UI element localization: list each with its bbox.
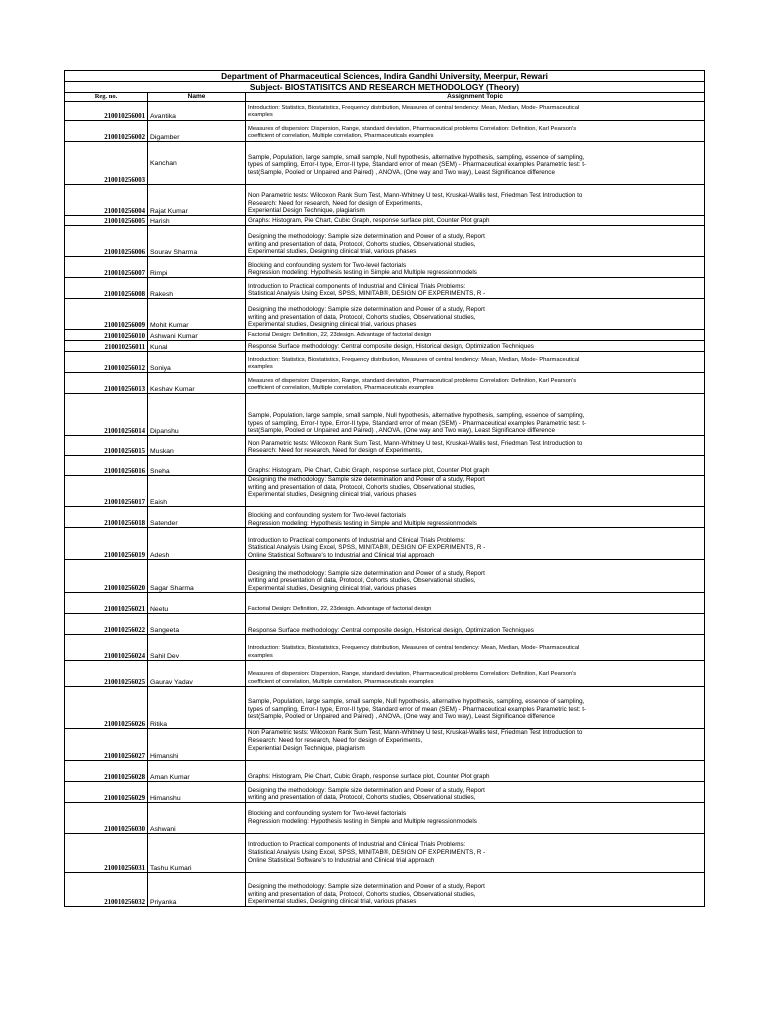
- student-name-cell: Tashu Kumari: [148, 833, 246, 872]
- topic-line: Introduction: Statistics, Biostatistics, Frequency distribution, Measures of central tendency: Mean, Median, Mode- Pharmaceutical: [248, 356, 580, 363]
- topic-line: Blocking and confounding system for Two-level factorials: [248, 261, 407, 269]
- assignment-topic-cell: [246, 872, 705, 906]
- table-row: [65, 330, 705, 341]
- table-row: [65, 102, 705, 121]
- reg-no-cell: 210010256017: [65, 476, 148, 507]
- assignment-topic-cell: [246, 121, 705, 142]
- student-name-cell: Mohit Kumar: [148, 299, 246, 330]
- student-name-cell: Adesh: [148, 528, 246, 560]
- topic-line: Measures of dispersion: Dispersion, Range, standard deviation, Pharmaceutical problems Correlation: Definition, Karl Pearson's: [248, 125, 577, 132]
- student-name-cell: Sneha: [148, 456, 246, 476]
- table-row: [65, 278, 705, 299]
- table-row: [65, 661, 705, 687]
- student-name-cell: Satender: [148, 507, 246, 528]
- table-row: [65, 394, 705, 436]
- table-row: [65, 614, 705, 635]
- student-name-cell: Muskan: [148, 436, 246, 456]
- topic-line: Experimental studies, Designing clinical trial, various phases: [248, 898, 417, 906]
- sheet-body: [65, 71, 705, 907]
- reg-no-cell: 210010256003: [65, 142, 148, 185]
- topic-line: [248, 499, 702, 507]
- topic-line: Research: Need for research, Need for design of Experiments,: [248, 447, 423, 455]
- assignment-topic-cell: [246, 760, 705, 781]
- table-row: [65, 226, 705, 257]
- assignment-topic-cell: [246, 436, 705, 456]
- topic-line: types of sampling, Error-I type, Error-II type, Standard error of mean (SEM) - Pharmaceutical examples Parametric test: t-: [248, 161, 587, 169]
- topic-line: writing and presentation of data, Protocol, Cohorts studies, Observational studies,: [248, 313, 476, 321]
- assignment-topic-cell: [246, 394, 705, 436]
- column-header-name: Name: [148, 93, 246, 102]
- table-row: [65, 476, 705, 507]
- reg-no-cell: 210010256016: [65, 456, 148, 476]
- topic-line: Graphs: Histogram, Pie Chart, Cubic Graph, response surface plot, Counter Plot graph: [248, 217, 490, 225]
- subject-title: Subject- BIOSTATISITCS AND RESEARCH METHODOLOGY (Theory): [65, 82, 705, 93]
- topic-line: Experimental studies, Designing clinical trial, various phases: [248, 584, 417, 592]
- topic-line: Experimental studies, Designing clinical trial, various phases: [248, 491, 417, 499]
- table-row: [65, 341, 705, 352]
- table-row: [65, 299, 705, 330]
- topic-line: [248, 721, 702, 729]
- table-row: [65, 216, 705, 226]
- table-row: [65, 373, 705, 394]
- reg-no-cell: 210010256011: [65, 341, 148, 352]
- topic-line: Designing the methodology: Sample size determination and Power of a study, Report: [248, 786, 485, 794]
- table-row: [65, 456, 705, 476]
- topic-line: Response Surface methodology: Central composite design, Historical design, Optimization Techniques: [248, 343, 534, 351]
- topic-line: Sample, Population, large sample, small sample, Null hypothesis, alternative hypothesis, sampling, essence of sampling,: [248, 698, 585, 705]
- topic-line: test(Sample, Pooled or Unpaired and Paired) , ANOVA, (One way and Two way), Least Significance difference: [248, 427, 555, 435]
- topic-line: [248, 825, 702, 833]
- topic-line: coefficient of correlation, Multiple correlation, Pharmaceuticals examples: [248, 385, 434, 392]
- topic-line: Statistical Analysis Using Excel, SPSS, MINITAB®, DESIGN OF EXPERIMENTS, R -: [248, 848, 486, 856]
- table-row: [65, 185, 705, 216]
- table-row: [65, 687, 705, 729]
- table-row: [65, 729, 705, 760]
- column-header-row: [65, 93, 705, 102]
- topic-line: writing and presentation of data, Protocol, Cohorts studies, Observational studies,: [248, 483, 476, 491]
- reg-no-cell: 210010256028: [65, 760, 148, 781]
- assignment-topic-cell: [246, 476, 705, 507]
- table-row: [65, 833, 705, 872]
- assignment-topic-cell: [246, 781, 705, 802]
- assignment-topic-cell: [246, 341, 705, 352]
- table-row: [65, 121, 705, 142]
- topic-line: coefficient of correlation, Multiple correlation, Pharmaceuticals examples: [248, 678, 434, 685]
- student-name-cell: Rakesh: [148, 278, 246, 299]
- assignment-topic-cell: [246, 330, 705, 341]
- department-title: Department of Pharmaceutical Sciences, Indira Gandhi University, Meerpur, Rewari: [65, 71, 705, 82]
- reg-no-cell: 210010256008: [65, 278, 148, 299]
- reg-no-cell: 210010256030: [65, 802, 148, 833]
- topic-line: Online Statistical Software's to Industrial and Clinical trial approach: [248, 551, 435, 559]
- student-name-cell: Sahil Dev: [148, 635, 246, 661]
- topic-line: examples: [248, 652, 273, 659]
- student-name-cell: Ashwani: [148, 802, 246, 833]
- department-row: [65, 71, 705, 82]
- assignment-topic-cell: [246, 257, 705, 278]
- student-name-cell: Soniya: [148, 352, 246, 373]
- table-row: [65, 781, 705, 802]
- table-row: [65, 507, 705, 528]
- student-name-cell: Kunal: [148, 341, 246, 352]
- table-row: [65, 436, 705, 456]
- table-row: [65, 528, 705, 560]
- assignment-topic-cell: [246, 299, 705, 330]
- assignment-topic-cell: [246, 216, 705, 226]
- assignment-topic-cell: [246, 507, 705, 528]
- topic-line: coefficient of correlation, Multiple correlation, Pharmaceuticals examples: [248, 133, 434, 140]
- reg-no-cell: 210010256019: [65, 528, 148, 560]
- topic-line: Graphs: Histogram, Pie Chart, Cubic Graph, response surface plot, Counter Plot graph: [248, 467, 490, 475]
- topic-line: Experimental studies, Designing clinical trial, various phases: [248, 321, 417, 329]
- topic-line: Research: Need for research, Need for design of Experiments,: [248, 199, 423, 207]
- column-header-reg-no: Reg. no.: [65, 93, 148, 102]
- topic-line: [248, 752, 702, 760]
- topic-line: [248, 176, 702, 184]
- topic-line: writing and presentation of data, Protocol, Cohorts studies, Observational studies,: [248, 577, 476, 585]
- reg-no-cell: 210010256021: [65, 593, 148, 614]
- student-name-cell: Ashwani Kumar: [148, 330, 246, 341]
- student-name-cell: Sangeeta: [148, 614, 246, 635]
- topic-line: Non Parametric tests: Wilcoxon Rank Sum Test, Mann-Whitney U test, Kruskal-Wallis test, Friedman Test Introduction to: [248, 192, 583, 200]
- assignment-topic-cell: [246, 560, 705, 593]
- student-name-cell: Neetu: [148, 593, 246, 614]
- reg-no-cell: 210010256020: [65, 560, 148, 593]
- student-name-cell: Ritika: [148, 687, 246, 729]
- assignment-topic-cell: [246, 661, 705, 687]
- topic-line: Factorial Design: Definition, 22, 23design. Advantage of factorial design: [248, 605, 432, 612]
- reg-no-cell: 210010256014: [65, 394, 148, 436]
- topic-line: Measures of dispersion: Dispersion, Range, standard deviation, Pharmaceutical problems Correlation: Definition, Karl Pearson's: [248, 671, 577, 678]
- topic-line: types of sampling, Error-I type, Error-II type, Standard error of mean (SEM) - Pharmaceutical examples Parametric test: t-: [248, 419, 587, 427]
- assignment-topic-cell: [246, 528, 705, 560]
- topic-line: Experiential Design Technique, plagiarism: [248, 744, 365, 752]
- topic-line: test(Sample, Pooled or Unpaired and Paired) , ANOVA, (One way and Two way), Least Significance difference: [248, 713, 555, 721]
- student-name-cell: Kanchan: [148, 142, 246, 185]
- table-row: [65, 352, 705, 373]
- topic-line: Factorial Design: Definition, 22, 23design. Advantage of factorial design: [248, 332, 432, 339]
- topic-line: Sample, Population, large sample, small sample, Null hypothesis, alternative hypothesis, sampling, essence of sampling,: [248, 412, 585, 420]
- topic-line: Regression modeling: Hypothesis testing in Simple and Multiple regressionmodels: [248, 519, 477, 527]
- student-name-cell: Himanshi: [148, 729, 246, 760]
- student-name-cell: Digamber: [148, 121, 246, 142]
- student-name-cell: Priyanka: [148, 872, 246, 906]
- topic-line: Regression modeling: Hypothesis testing in Simple and Multiple regressionmodels: [248, 817, 477, 825]
- topic-line: Non Parametric tests: Wilcoxon Rank Sum Test, Mann-Whitney U test, Kruskal-Wallis test, Friedman Test Introduction to: [248, 729, 583, 737]
- assignment-topic-cell: [246, 102, 705, 121]
- assignment-topic-cell: [246, 278, 705, 299]
- assignment-topic-cell: [246, 142, 705, 185]
- assignment-topic-cell: [246, 593, 705, 614]
- topic-line: Statistical Analysis Using Excel, SPSS, MINITAB®, DESIGN OF EXPERIMENTS, R -: [248, 544, 486, 552]
- topic-line: Designing the methodology: Sample size determination and Power of a study, Report: [248, 233, 485, 241]
- reg-no-cell: 210010256005: [65, 216, 148, 226]
- topic-line: Sample, Population, large sample, small sample, Null hypothesis, alternative hypothesis, sampling, essence of sampling,: [248, 153, 585, 161]
- reg-no-cell: 210010256025: [65, 661, 148, 687]
- student-name-cell: Himanshu: [148, 781, 246, 802]
- topic-line: writing and presentation of data, Protocol, Cohorts studies, Observational studies,: [248, 794, 476, 802]
- table-row: [65, 560, 705, 593]
- student-name-cell: Aman Kumar: [148, 760, 246, 781]
- topic-line: [248, 864, 702, 872]
- student-name-cell: Eaish: [148, 476, 246, 507]
- reg-no-cell: 210010256026: [65, 687, 148, 729]
- reg-no-cell: 210010256012: [65, 352, 148, 373]
- reg-no-cell: 210010256018: [65, 507, 148, 528]
- assignment-topic-cell: [246, 729, 705, 760]
- topic-line: Blocking and confounding system for Two-level factorials: [248, 512, 407, 520]
- student-name-cell: Avantika: [148, 102, 246, 121]
- topic-line: Introduction: Statistics, Biostatistics, Frequency distribution, Measures of central tendency: Mean, Median, Mode- Pharmaceutical: [248, 645, 580, 652]
- assignment-topic-cell: [246, 802, 705, 833]
- reg-no-cell: 210010256027: [65, 729, 148, 760]
- reg-no-cell: 210010256022: [65, 614, 148, 635]
- assignment-topic-cell: [246, 687, 705, 729]
- student-name-cell: Rimpi: [148, 257, 246, 278]
- topic-line: examples: [248, 364, 273, 371]
- topic-line: Online Statistical Software's to Industrial and Clinical trial approach: [248, 856, 435, 864]
- topic-line: Experimental studies, Designing clinical trial, various phases: [248, 248, 417, 256]
- topic-line: writing and presentation of data, Protocol, Cohorts studies, Observational studies,: [248, 240, 476, 248]
- topic-line: Introduction to Practical components of Industrial and Clinical Trials Problems:: [248, 841, 466, 849]
- reg-no-cell: 210010256024: [65, 635, 148, 661]
- table-row: [65, 257, 705, 278]
- reg-no-cell: 210010256006: [65, 226, 148, 257]
- assignment-topic-cell: [246, 226, 705, 257]
- reg-no-cell: 210010256002: [65, 121, 148, 142]
- topic-line: Non Parametric tests: Wilcoxon Rank Sum Test, Mann-Whitney U test, Kruskal-Wallis test, Friedman Test Introduction to: [248, 439, 583, 447]
- assignment-topic-cell: [246, 635, 705, 661]
- topic-line: Experiential Design Technique, plagiarism: [248, 207, 365, 215]
- topic-line: Measures of dispersion: Dispersion, Range, standard deviation, Pharmaceutical problems Correlation: Definition, Karl Pearson's: [248, 377, 577, 384]
- student-name-cell: Sourav Sharma: [148, 226, 246, 257]
- assignment-sheet: [64, 70, 705, 907]
- table-row: [65, 635, 705, 661]
- assignment-topic-cell: [246, 352, 705, 373]
- student-name-cell: Harish: [148, 216, 246, 226]
- topic-line: writing and presentation of data, Protocol, Cohorts studies, Observational studies,: [248, 890, 476, 898]
- student-name-cell: Gaurav Yadav: [148, 661, 246, 687]
- reg-no-cell: 210010256001: [65, 102, 148, 121]
- topic-line: Designing the methodology: Sample size determination and Power of a study, Report: [248, 569, 485, 577]
- topic-line: Response Surface methodology: Central composite design, Historical design, Optimization Techniques: [248, 626, 534, 634]
- reg-no-cell: 210010256029: [65, 781, 148, 802]
- table-row: [65, 142, 705, 185]
- table-row: [65, 760, 705, 781]
- topic-line: test(Sample, Pooled or Unpaired and Paired) , ANOVA, (One way and Two way), Least Significance difference: [248, 168, 555, 176]
- topic-line: Designing the methodology: Sample size determination and Power of a study, Report: [248, 882, 485, 890]
- topic-line: Designing the methodology: Sample size determination and Power of a study, Report: [248, 306, 485, 314]
- topic-line: Designing the methodology: Sample size determination and Power of a study, Report: [248, 476, 485, 483]
- reg-no-cell: 210010256031: [65, 833, 148, 872]
- topic-line: Statistical Analysis Using Excel, SPSS, MINITAB®, DESIGN OF EXPERIMENTS, R -: [248, 290, 486, 298]
- topic-line: Blocking and confounding system for Two-level factorials: [248, 809, 407, 817]
- subject-row: [65, 82, 705, 93]
- topic-line: Introduction: Statistics, Biostatistics, Frequency distribution, Measures of central tendency: Mean, Median, Mode- Pharmaceutical: [248, 104, 580, 111]
- reg-no-cell: 210010256004: [65, 185, 148, 216]
- student-name-cell: Rajat Kumar: [148, 185, 246, 216]
- topic-line: examples: [248, 112, 273, 119]
- reg-no-cell: 210010256013: [65, 373, 148, 394]
- topic-line: Introduction to Practical components of Industrial and Clinical Trials Problems:: [248, 536, 466, 544]
- topic-line: types of sampling, Error-I type, Error-II type, Standard error of mean (SEM) - Pharmaceutical examples Parametric test: t-: [248, 705, 587, 713]
- table-row: [65, 802, 705, 833]
- assignment-topic-cell: [246, 833, 705, 872]
- table-row: [65, 593, 705, 614]
- column-header-topic: Assignment Topic: [246, 93, 705, 102]
- assignment-topic-cell: [246, 373, 705, 394]
- reg-no-cell: 210010256010: [65, 330, 148, 341]
- reg-no-cell: 210010256032: [65, 872, 148, 906]
- topic-line: Research: Need for research, Need for design of Experiments,: [248, 736, 423, 744]
- topic-line: Graphs: Histogram, Pie Chart, Cubic Graph, response surface plot, Counter Plot graph: [248, 773, 490, 781]
- reg-no-cell: 210010256009: [65, 299, 148, 330]
- table-row: [65, 872, 705, 906]
- reg-no-cell: 210010256007: [65, 257, 148, 278]
- reg-no-cell: 210010256015: [65, 436, 148, 456]
- assignment-topic-cell: [246, 185, 705, 216]
- assignment-topic-cell: [246, 456, 705, 476]
- student-name-cell: Keshav Kumar: [148, 373, 246, 394]
- assignment-topic-cell: [246, 614, 705, 635]
- student-name-cell: Sagar Sharma: [148, 560, 246, 593]
- topic-line: Regression modeling: Hypothesis testing in Simple and Multiple regressionmodels: [248, 269, 477, 277]
- student-name-cell: Dipanshu: [148, 394, 246, 436]
- topic-line: Introduction to Practical components of Industrial and Clinical Trials Problems:: [248, 282, 466, 290]
